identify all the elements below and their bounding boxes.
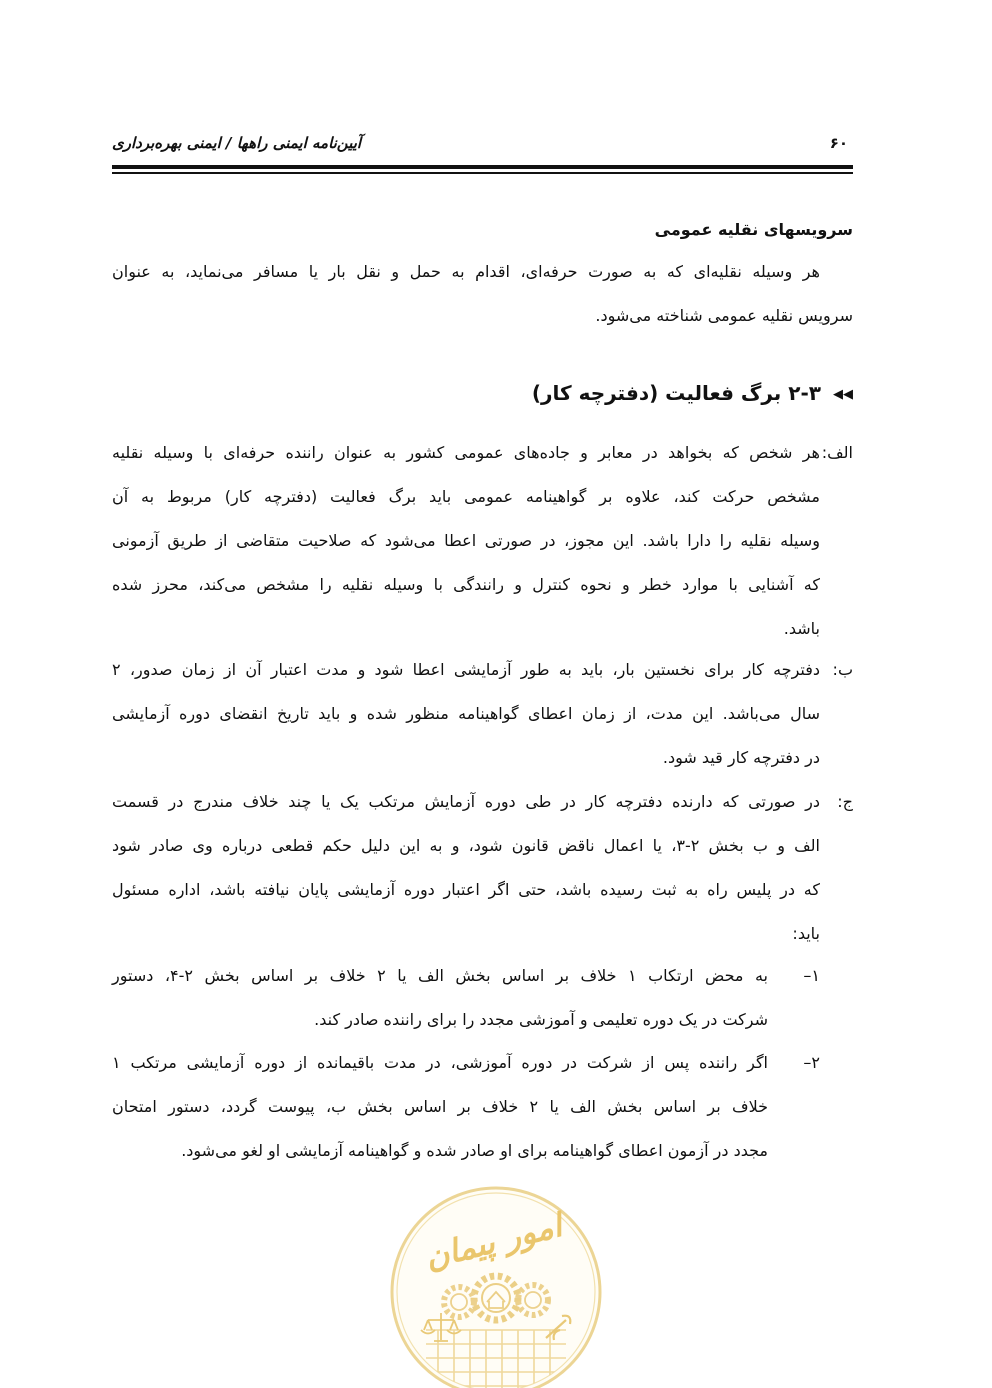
text-line: که در پلیس راه به ثبت رسیده باشد، حتی اگر اعتبار دوره آزمایشی پایان نیافته باشد، اداره مسئول — [112, 880, 820, 899]
text-line: مجدد در آزمون اعطای گواهینامه برای او صادر شده و گواهینامه آزمایشی او لغو می‌شود. — [181, 1141, 768, 1160]
text-line: در دفترچه کار قید شود. — [662, 748, 820, 767]
section-heading-text: ۲-۳ برگ فعالیت (دفترچه کار) — [531, 381, 821, 405]
list-item-label: ج: — [837, 792, 853, 811]
intro-paragraph — [112, 250, 853, 338]
page-number: ۶۰ — [829, 134, 848, 152]
sub-item-2 — [112, 1041, 820, 1173]
watermark-lettering: امور پیمان — [421, 1206, 566, 1277]
list-item-alef — [112, 431, 853, 651]
list-item-body — [112, 648, 820, 780]
text-line: الف و ب بخش ۲-۳، یا اعمال ناقض قانون شود، و به این دلیل حکم قطعی درباره وی صادر شود — [112, 836, 821, 855]
text-line: باید: — [792, 924, 820, 943]
sub-item-label: ۲– — [803, 1053, 820, 1072]
sub-item-label: ۱– — [803, 966, 820, 985]
text-line: سال می‌باشد. این مدت، از زمان اعطای گواهینامه منظور شده و باید تاریخ انقضای دوره آزمایشی — [112, 704, 820, 723]
list-item-body — [112, 780, 820, 956]
text-line: در صورتی که دارنده دفترچه کار در طی دوره آزمایش مرتکب یک یا چند خلاف مندرج در قسمت — [112, 792, 820, 811]
text-line: وسیله نقلیه را دارا باشد. این مجوز، در صورتی اعطا می‌شود که صلاحیت متقاضی از طریق آزمونی — [112, 531, 820, 550]
text-line: اگر راننده پس از شرکت در دوره آموزشی، در مدت باقیمانده از دوره آزمایشی مرتکب ۱ — [112, 1053, 768, 1072]
watermark-logo — [386, 1180, 606, 1388]
list-item-label: الف: — [821, 443, 853, 462]
text-line: هر شخص که بخواهد در معابر و جاده‌های عمومی کشور به عنوان راننده حرفه‌ای با وسیله نقلیه — [112, 443, 820, 462]
text-line: که آشنایی با موارد خطر و نحوه کنترل و رانندگی با وسیله نقلیه را مشخص می‌کند، محرز شده — [112, 575, 820, 594]
text-line: به محض ارتکاب ۱ خلاف بر اساس بخش الف یا ۲ خلاف بر اساس بخش ۲-۴، دستور — [112, 966, 769, 985]
text-line: شرکت در یک دوره تعلیمی و آموزشی مجدد را برای راننده صادر کند. — [314, 1010, 768, 1029]
paragraph-line: هر وسیله نقلیه‌ای که به صورت حرفه‌ای، اقدام به حمل و نقل بار یا مسافر می‌نماید، به عنوان — [112, 262, 820, 281]
section-heading — [532, 375, 853, 411]
header-rule-thin — [112, 172, 853, 174]
list-item-label: ب: — [832, 660, 853, 679]
sub-item-body — [112, 1041, 768, 1173]
subsection-heading: سرویسهای نقلیه عمومی — [654, 220, 853, 239]
double-arrow-icon: ◀◀ — [833, 387, 853, 402]
header-rule-thick — [112, 165, 853, 169]
text-line: باشد. — [783, 619, 820, 638]
list-item-jim — [112, 780, 853, 956]
running-header-title: آیین‌نامه ایمنی راهها / ایمنی بهره‌برداری — [112, 134, 362, 152]
text-line: دفترچه کار برای نخستین بار، باید به طور آزمایشی اعطا شود و مدت اعتبار آن از زمان صدور، ۲ — [112, 660, 820, 679]
paragraph-line: سرویس نقلیه عمومی شناخته می‌شود. — [595, 306, 853, 325]
sub-item-1 — [112, 954, 820, 1042]
text-line: مشخص حرکت کند، علاوه بر گواهینامه عمومی باید برگ فعالیت (دفترچه کار) مربوط به آن — [112, 487, 820, 506]
sub-item-body — [112, 954, 768, 1042]
list-item-be — [112, 648, 853, 780]
list-item-body — [112, 431, 820, 651]
text-line: خلاف بر اساس بخش الف یا ۲ خلاف بر اساس بخش ب، پیوست گردد، دستور امتحان — [112, 1097, 768, 1116]
